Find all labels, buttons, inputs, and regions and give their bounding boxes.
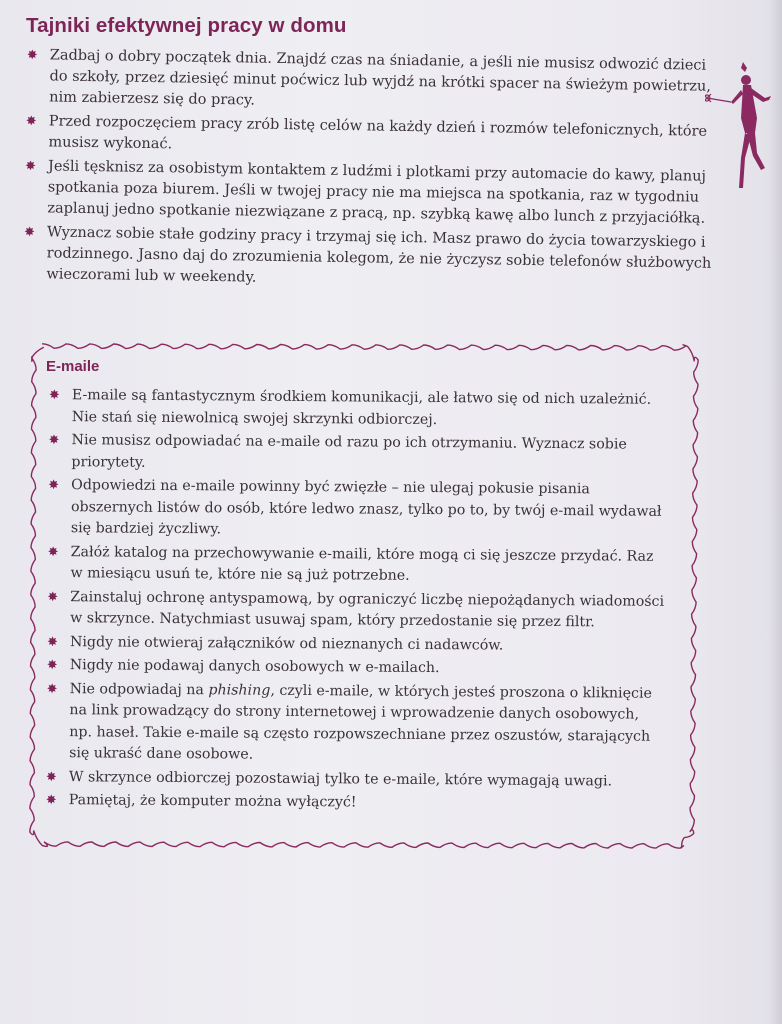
list-item: [24, 111, 715, 164]
tips-list: [22, 45, 716, 299]
list-item: [46, 655, 666, 681]
asterisk-bullet-icon: ✸: [45, 769, 57, 785]
list-item-text: Zadbaj o dobry początek dnia. Znajdź czas na śniadanie, a jeśli nie musisz odwozić dzieci do szkoły, przez dziesięć minut poćwicz lub wyjdź na krótki spacer na świeżym powietrzu, nim zabierzesz się do pracy.: [49, 47, 712, 109]
list-item-text: Odpowiedzi na e-maile powinny być zwięzłe – nie ulegaj pokusie pisania obszernych listów do osób, które ledwo znasz, tylko po to, by twój e-mail wydawał się bardziej życzliwy.: [70, 477, 662, 538]
list-item: [47, 430, 667, 478]
dancer-with-wand-icon: [705, 58, 775, 193]
asterisk-bullet-icon: ✸: [45, 792, 57, 809]
asterisk-bullet-icon: ✸: [46, 634, 58, 650]
page-title: Tajniki efektywnej pracy w domu: [26, 14, 347, 37]
list-item-text: Jeśli tęsknisz za osobistym kontaktem z ludźmi i plotkami przy automacie do kawy, planuj spotkania poza biurem. Jeśli w twojej pracy nie ma miejsca na spotkania, raz w tygodniu zaplanuj jedno spotkanie niezwiązane z pracą, np. szybką kawę albo lunch z przyjaciółką.: [47, 158, 707, 227]
list-item-text: [69, 681, 652, 763]
list-item: [48, 385, 668, 433]
phishing-text-after: , czyli e-maile, w których jesteś proszona o kliknięcie na link prowadzący do strony internetowej i wprowadzenie danych osobowych, np. haseł. Takie e-maile są często rozpowszechniane przez oszustów, starających się ukraść dane osobowe.: [69, 682, 652, 763]
list-item-text: W skrzynce odbiorczej pozostawiaj tylko te e-maile, które wymagają uwagi.: [68, 768, 613, 789]
list-item: [46, 586, 666, 634]
page-edge-shadow: [768, 0, 782, 1024]
asterisk-bullet-icon: ✸: [46, 657, 58, 674]
asterisk-bullet-icon: ✸: [24, 159, 37, 175]
list-item: [46, 631, 666, 657]
list-item: [47, 475, 667, 544]
list-item: [45, 766, 665, 792]
list-item: [25, 45, 716, 119]
emails-tips-list: [45, 385, 668, 818]
asterisk-bullet-icon: ✸: [48, 388, 60, 404]
list-item-text: E-maile są fantastycznym środkiem komunikacji, ale łatwo się od nich uzależnić. Nie stań się niewolnicą swojej skrzynki odbiorczej.: [71, 387, 652, 428]
list-item: [45, 678, 666, 769]
list-item: [23, 156, 714, 230]
list-item-text: Wyznacz sobie stałe godziny pracy i trzymaj się ich. Masz prawo do życia towarzyskiego i rodzinnego. Jasno daj do zrozumienia kolegom, że nie życzysz sobie telefonów służbowych wieczorami lub w weekendy.: [46, 224, 712, 286]
list-item-text: Załóż katalog na przechowywanie e-maili, które mogą ci się jeszcze przydać. Raz w miesiącu usuń te, które nie są już potrzebne.: [70, 543, 654, 584]
asterisk-bullet-icon: ✸: [47, 589, 59, 605]
list-item-text: Pamiętaj, że komputer można wyłączyć!: [68, 792, 357, 811]
asterisk-bullet-icon: ✸: [48, 433, 60, 449]
list-item: [22, 222, 713, 296]
phishing-text-before: Nie odpowiadaj na: [69, 680, 209, 698]
asterisk-bullet-icon: ✸: [25, 114, 37, 130]
asterisk-bullet-icon: ✸: [47, 544, 59, 560]
list-item-text: Nie musisz odpowiadać na e-maile od razu po ich otrzymaniu. Wyznacz sobie priorytety.: [71, 432, 627, 471]
asterisk-bullet-icon: ✸: [23, 224, 36, 241]
emails-box-title: E-maile: [46, 358, 100, 375]
list-item-text: Nigdy nie otwieraj załączników od nieznanych ci nadawców.: [69, 633, 504, 654]
asterisk-bullet-icon: ✸: [48, 478, 60, 494]
asterisk-bullet-icon: ✸: [26, 48, 38, 64]
asterisk-bullet-icon: ✸: [46, 681, 58, 697]
list-item: [46, 541, 666, 589]
list-item-text: Nigdy nie podawaj danych osobowych w e-mailach.: [69, 657, 440, 677]
list-item-text: Zainstaluj ochronę antyspamową, by ograniczyć liczbę niepożądanych wiadomości w skrzynce. Natychmiast usuwaj spam, który przedostanie się przez filtr.: [70, 588, 665, 631]
list-item: [45, 790, 665, 816]
phishing-term: phishing: [208, 681, 271, 699]
emails-info-box: [26, 340, 702, 852]
list-item-text: Przed rozpoczęciem pracy zrób listę celów na każdy dzień i rozmów telefonicznych, które musisz wykonać.: [48, 113, 708, 153]
